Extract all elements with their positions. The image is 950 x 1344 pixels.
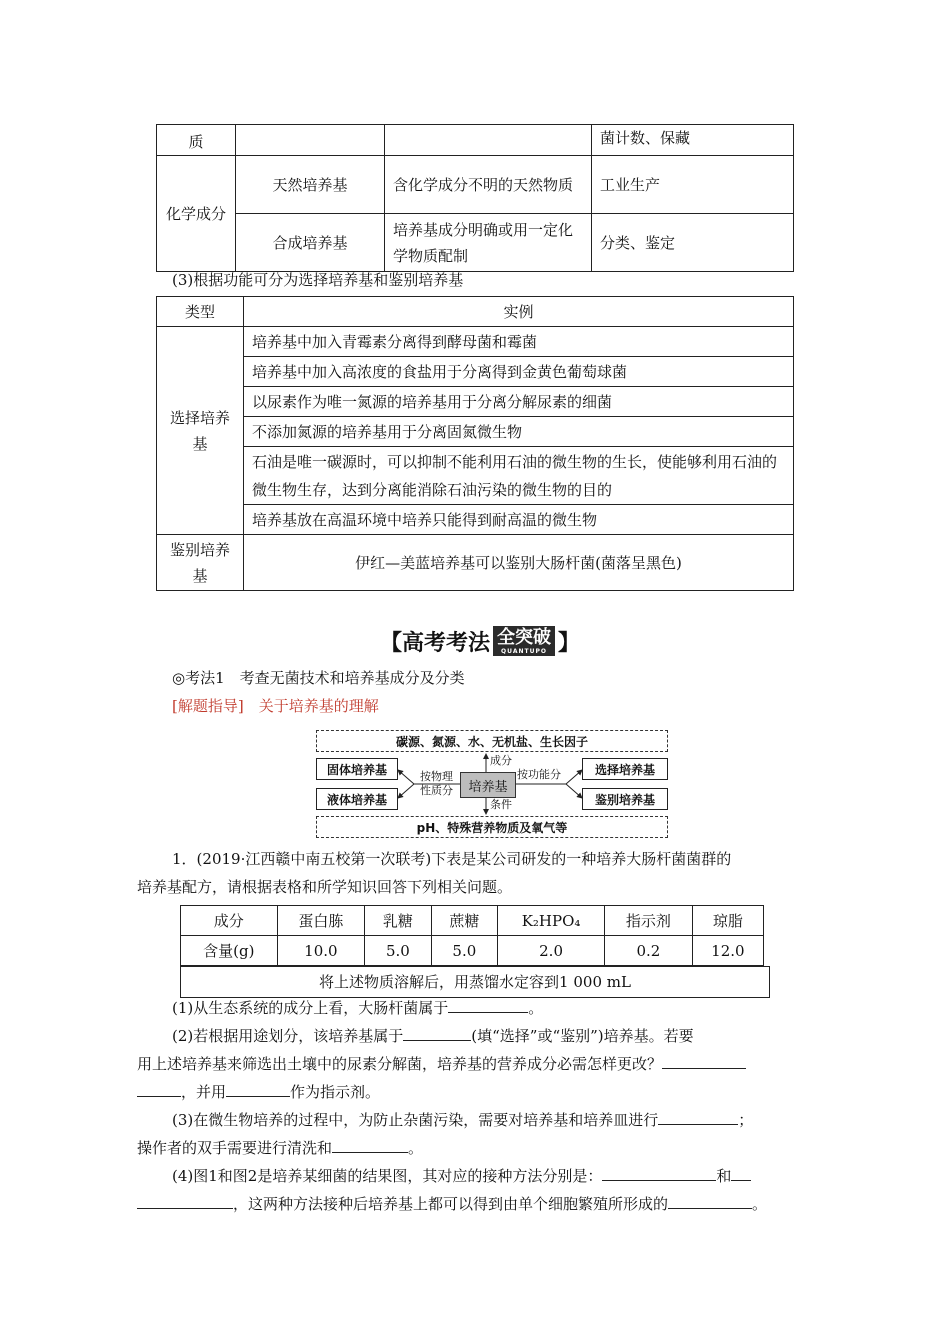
q1-part2-line3 <box>137 1078 380 1106</box>
recipe-table <box>180 905 764 966</box>
recipe-value: 0.2 <box>605 936 693 966</box>
q1-part1-text: (1)从生态系统的成分上看，大肠杆菌属于 <box>172 999 449 1017</box>
select-label: 选择培养基 <box>157 327 244 535</box>
recipe-header: 乳糖 <box>365 906 431 936</box>
medium-diagram <box>314 730 670 838</box>
answer-blank[interactable] <box>602 1162 716 1181</box>
example-row: 培养基中加入青霉素分离得到酵母菌和霉菌 <box>244 327 794 357</box>
guide-line <box>172 692 379 720</box>
example-row: 培养基中加入高浓度的食盐用于分离得到金黄色葡萄球菌 <box>244 357 794 387</box>
diagram-right-box-1: 选择培养基 <box>582 758 668 780</box>
recipe-note: 将上述物质溶解后，用蒸馏水定容到1 000 mL <box>180 966 770 998</box>
banner-right: 】 <box>558 630 581 656</box>
diagram-right-label: 按功能分 <box>517 768 561 781</box>
q1-part2-line1 <box>172 1022 694 1050</box>
diagram-bottom-box: pH、特殊营养物质及氧气等 <box>316 816 668 838</box>
medium-table-1 <box>156 124 794 272</box>
recipe-value: 5.0 <box>431 936 497 966</box>
q1-part4-text-b: 和 <box>716 1167 732 1185</box>
q1-part2-text-d: ，并用 <box>181 1083 227 1101</box>
answer-blank[interactable] <box>403 1022 471 1041</box>
example-row: 培养基放在高温环境中培养只能得到耐高温的微生物 <box>244 505 794 535</box>
recipe-header: 蔗糖 <box>431 906 497 936</box>
answer-blank[interactable] <box>731 1162 751 1181</box>
cell-use: 分类、鉴定 <box>592 214 794 272</box>
cell-use: 菌计数、保藏 <box>592 125 794 156</box>
function-table <box>156 296 794 591</box>
identify-example: 伊红—美蓝培养基可以鉴别大肠杆菌(菌落呈黑色) <box>244 535 794 591</box>
section-banner <box>380 624 580 658</box>
section-title: (3)根据功能可分为选择培养基和鉴别培养基 <box>172 271 464 289</box>
q1-part2-text-e: 作为指示剂。 <box>290 1083 381 1101</box>
q1-part2-text-c: 用上述培养基来筛选出土壤中的尿素分解菌，培养基的营养成分必需怎样更改？ <box>137 1055 663 1073</box>
example-row: 石油是唯一碳源时，可以抑制不能利用石油的微生物的生长，使能够利用石油的微生物生存，达到分离能消除石油污染的微生物的目的 <box>244 447 794 505</box>
recipe-header: 蛋白胨 <box>277 906 365 936</box>
answer-blank[interactable] <box>137 1190 233 1209</box>
cell-use: 工业生产 <box>592 156 794 214</box>
answer-blank[interactable] <box>668 1190 752 1209</box>
cell-feature: 培养基成分明确或用一定化学物质配制 <box>385 214 592 272</box>
cell-feature: 含化学成分不明的天然物质 <box>385 156 592 214</box>
q1-part3-line2: 操作者的双手需要进行清洗和 。 <box>137 1134 423 1162</box>
recipe-value: 含量(g) <box>181 936 278 966</box>
recipe-header: 指示剂 <box>605 906 693 936</box>
answer-blank[interactable] <box>448 994 528 1013</box>
q1-stem-line1: 1．(2019·江西赣中南五校第一次联考)下表是某公司研发的一种培养大肠杆菌菌群的 <box>172 850 732 868</box>
guide-tag: [解题指导] <box>172 697 244 715</box>
q1-part2-text-b: (填“选择”或“鉴别”)培养基。若要 <box>471 1027 694 1045</box>
banner-left: 【高考考法 <box>380 630 491 656</box>
badge-subtext: QUANTUPO <box>501 647 547 655</box>
recipe-value: 10.0 <box>277 936 365 966</box>
cell-empty <box>236 125 385 156</box>
example-row: 以尿素作为唯一氮源的培养基用于分离分解尿素的细菌 <box>244 387 794 417</box>
q1-part4-line2: ，这两种方法接种后培养基上都可以得到由单个细胞繁殖所形成的 。 <box>137 1190 767 1218</box>
answer-blank[interactable] <box>658 1106 738 1125</box>
q1-part3-text-b: 操作者的双手需要进行清洗和 <box>137 1139 333 1157</box>
diagram-center-box: 培养基 <box>460 772 516 798</box>
identify-label: 鉴别培养基 <box>157 535 244 591</box>
example-row: 不添加氮源的培养基用于分离固氮微生物 <box>244 417 794 447</box>
q1-stem-line2: 培养基配方，请根据表格和所学知识回答下列相关问题。 <box>137 878 513 896</box>
method-title: ◎考法1 考查无菌技术和培养基成分及分类 <box>172 669 465 687</box>
diagram-top-box: 碳源、氮源、水、无机盐、生长因子 <box>316 730 668 752</box>
answer-blank[interactable] <box>137 1078 181 1097</box>
q1-part2-text-a: (2)若根据用途划分，该培养基属于 <box>172 1027 404 1045</box>
q1-part4-text-c: ，这两种方法接种后培养基上都可以得到由单个细胞繁殖所形成的 <box>233 1195 669 1213</box>
cell-qualifier: 质 <box>157 125 236 156</box>
recipe-header: 成分 <box>181 906 278 936</box>
answer-blank[interactable] <box>332 1134 408 1153</box>
cell-group: 化学成分 <box>157 156 236 272</box>
recipe-header: 琼脂 <box>692 906 763 936</box>
recipe-value: 5.0 <box>365 936 431 966</box>
header-type: 类型 <box>157 297 244 327</box>
cell-name: 合成培养基 <box>236 214 385 272</box>
banner-badge <box>493 626 555 656</box>
q1-part4-text-a: (4)图1和图2是培养某细菌的结果图，其对应的接种方法分别是： <box>172 1167 603 1185</box>
badge-text: 全突破 <box>497 626 552 648</box>
guide-text: 关于培养基的理解 <box>258 697 379 715</box>
recipe-header: K₂HPO₄ <box>498 906 605 936</box>
diagram-left-box-1: 固体培养基 <box>316 758 398 780</box>
q1-part3-line1: (3)在微生物培养的过程中，为防止杂菌污染，需要对培养基和培养皿进行 ； <box>172 1106 753 1134</box>
recipe-value: 12.0 <box>692 936 763 966</box>
diagram-right-box-2: 鉴别培养基 <box>582 788 668 810</box>
diagram-left-box-2: 液体培养基 <box>316 788 398 810</box>
cell-empty <box>385 125 592 156</box>
q1-part1: (1)从生态系统的成分上看，大肠杆菌属于 。 <box>172 994 543 1022</box>
answer-blank[interactable] <box>662 1050 746 1069</box>
q1-part3-text-a: (3)在微生物培养的过程中，为防止杂菌污染，需要对培养基和培养皿进行 <box>172 1111 659 1129</box>
cell-name: 天然培养基 <box>236 156 385 214</box>
q1-part2-line2 <box>137 1050 746 1078</box>
q1-part4-line1 <box>172 1162 751 1190</box>
diagram-left-label: 按物理性质分 <box>420 770 453 797</box>
diagram-up-label: 成分 <box>490 754 512 767</box>
answer-blank[interactable] <box>226 1078 290 1097</box>
recipe-value: 2.0 <box>498 936 605 966</box>
diagram-down-label: 条件 <box>490 798 512 811</box>
header-example: 实例 <box>244 297 794 327</box>
